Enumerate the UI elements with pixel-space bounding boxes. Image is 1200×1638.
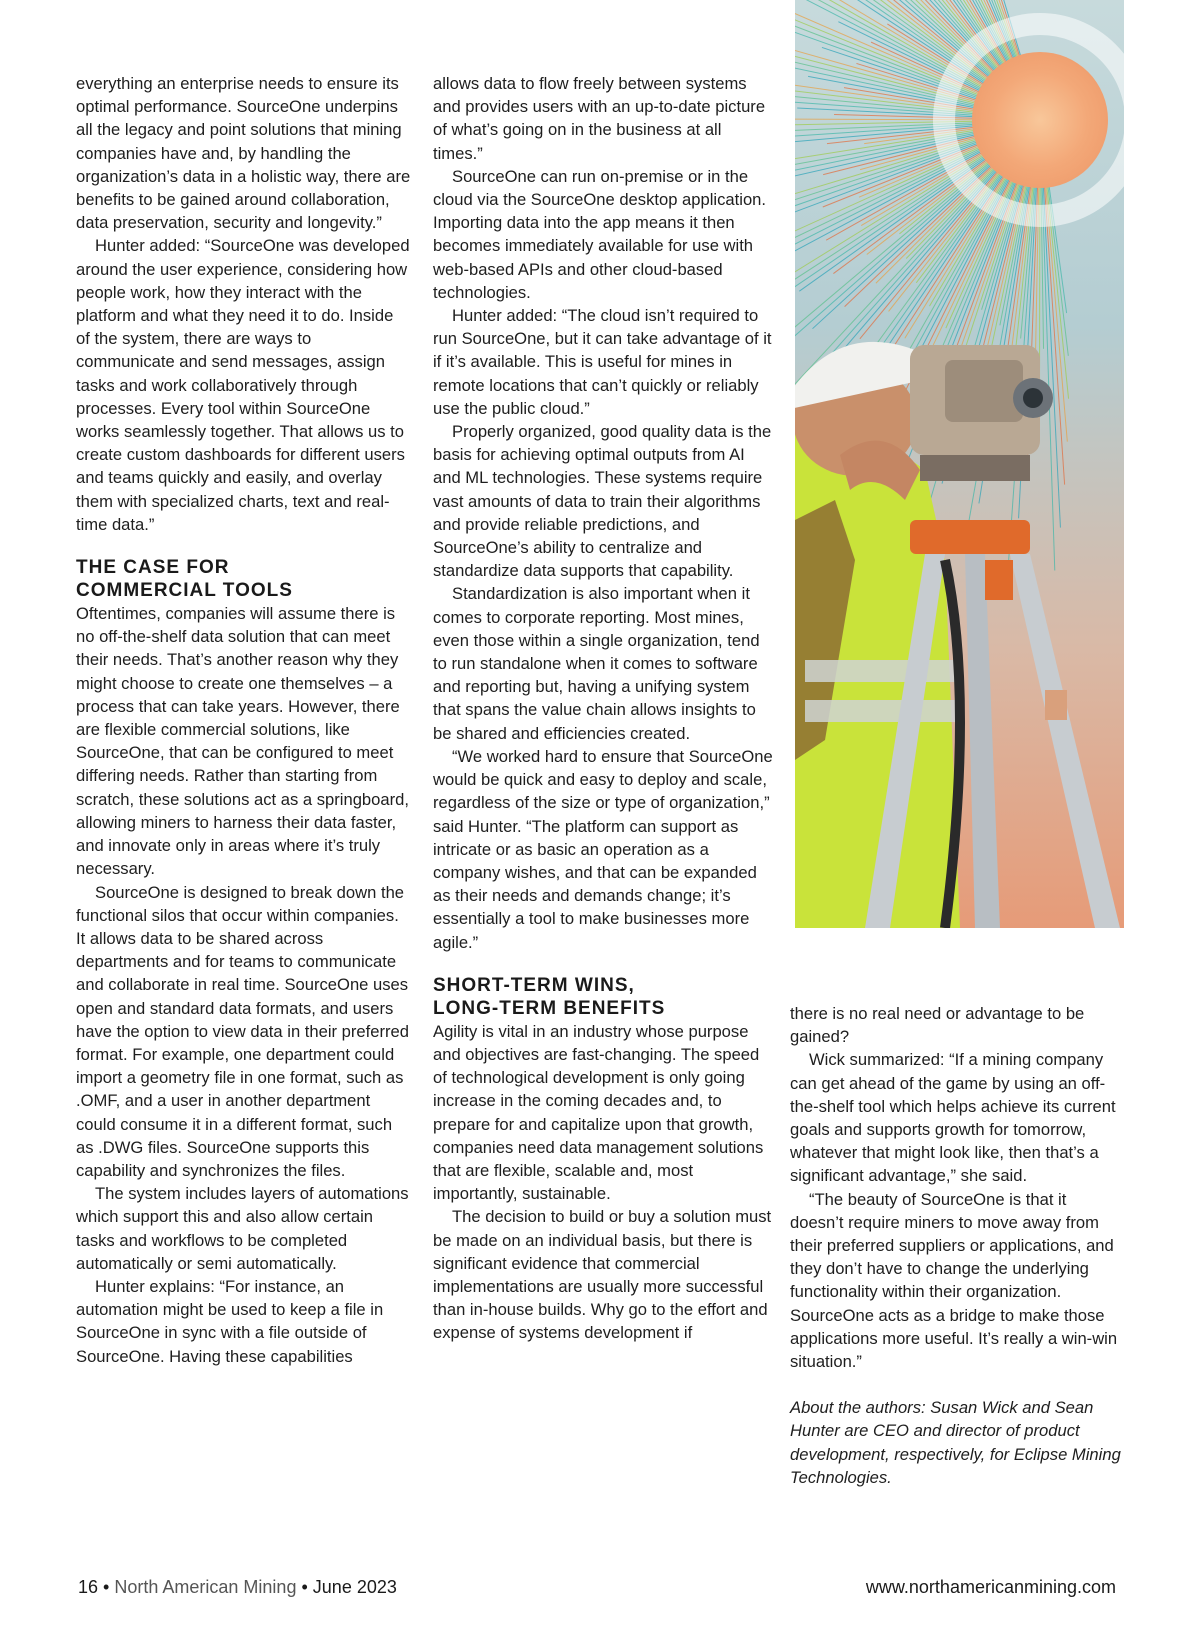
- heading-line: THE CASE FOR: [76, 557, 230, 579]
- heading-line: COMMERCIAL TOOLS: [76, 580, 293, 602]
- paragraph: Hunter added: “SourceOne was developed around the user experience, considering how people work, how they interact with the platform and what they need it to do. Inside of the system, there are ways to communicate and send messages, assign tasks and work collaboratively through processes. Every tool within SourceOne works seamlessly together. That allows us to create custom dashboards for different users and teams quickly and easily, and overlay them with specialized charts, text and real-time data.”: [76, 236, 410, 534]
- paragraph: The decision to build or buy a solution must be made on an individual basis, but there is significant evidence that commercial implementations are usually more successful than in-house builds. Why go to the effort and expense of systems development if: [433, 1207, 772, 1343]
- reflective-stripe: [805, 660, 955, 682]
- paragraph: Properly organized, good quality data is the basis for achieving optimal outputs from AI and ML technologies. These systems require vast amounts of data to train their algorithms and provide reliable predictions, and SourceOne’s ability to centralize and standardize data supports that capability.: [433, 422, 772, 581]
- page-number: 16: [78, 1577, 99, 1597]
- surveyor-photo: [795, 0, 1124, 928]
- hand: [1045, 690, 1067, 720]
- website-link[interactable]: www.northamericanmining.com: [865, 1577, 1116, 1597]
- paragraph: Hunter added: “The cloud isn’t required to run SourceOne, but it can take advantage of it if it’s available. This is useful for mines in remote locations that can’t quickly or reliably use the public cloud.”: [433, 306, 772, 418]
- heading-line: LONG-TERM BENEFITS: [433, 997, 666, 1019]
- paragraph: allows data to flow freely between systems and provides users with an up-to-date picture of what’s going on in the business at all times.”: [433, 74, 766, 163]
- paragraph: Standardization is also important when it comes to corporate reporting. Most mines, even those within a single organization, tend to run standalone when it comes to software and reporting but, having a unifying system that spans the value chain allows insights to be shared and efficiencies created.: [433, 584, 760, 743]
- about-the-authors: About the authors: Susan Wick and Sean Hunter are CEO and director of product development, respectively, for Eclipse Mining Technologies.: [790, 1398, 1121, 1487]
- reflective-stripe: [805, 700, 955, 722]
- paragraph: SourceOne can run on-premise or in the cloud via the SourceOne desktop application. Importing data into the app means it then becomes immediately available for use with web-based APIs and other cloud-based technologies.: [433, 166, 767, 302]
- paragraph: The system includes layers of automations which support this and also allow certain tasks and workflows to be completed automatically or semi automatically.: [76, 1184, 409, 1273]
- paragraph: everything an enterprise needs to ensure its optimal performance. SourceOne underpins all the legacy and point solutions that mining companies have and, by handling the organization’s data in a holistic way, there are benefits to be gained around collaboration, data preservation, security and longevity.”: [76, 74, 411, 233]
- paragraph: there is no real need or advantage to be gained?: [790, 1004, 1085, 1047]
- separator-bullet: •: [301, 1577, 308, 1597]
- issue-date: June 2023: [312, 1577, 397, 1597]
- paragraph: “We worked hard to ensure that SourceOne would be quick and easy to deploy and scale, regardless of the size or type of organization,” said Hunter. “The platform can support as intricate or as basic an operation as a company wishes, and that can be expanded as their needs and demands change; it’s essentially a tool to make businesses more agile.”: [433, 746, 773, 952]
- tripod-clamp: [985, 560, 1013, 600]
- tripod-head: [910, 520, 1030, 554]
- surveyor-illustration: [795, 0, 1124, 928]
- heading-line: SHORT-TERM WINS,: [433, 974, 635, 996]
- paragraph: Wick summarized: “If a mining company can get ahead of the game by using an off-the-shelf tool which helps achieve its current goals and supports growth for tomorrow, whatever that might look like, then that’s a significant advantage,” she said.: [790, 1050, 1116, 1186]
- article-column-2: [433, 72, 773, 1345]
- paragraph: Hunter explains: “For instance, an automation might be used to keep a file in SourceOne in sync with a file outside of SourceOne. Having these capabilities: [76, 1276, 384, 1366]
- paragraph: SourceOne is designed to break down the functional silos that occur within companies. It allows data to be shared across departments and for teams to communicate and collaborate in real time. SourceOne uses open and standard data formats, and users have the option to view data in their preferred format. For example, one department could import a geometry file in one format, such as .OMF, and a user in another department could consume it in a different format, such as .DWG files. SourceOne supports this capability and synchronizes the files.: [76, 882, 410, 1180]
- theodolite-base: [920, 455, 1030, 481]
- paragraph: “The beauty of SourceOne is that it doesn’t require miners to move away from their preferred suppliers or applications, and they don’t have to change the underlying functionality within their organization. SourceOne acts as a bridge to make those applications more useful. It’s really a win-win situation.”: [790, 1189, 1118, 1372]
- page-footer-left: [78, 1576, 397, 1598]
- paragraph: Agility is vital in an industry whose purpose and objectives are fast-changing. The speed of technological development is only going increase in the coming decades and, to prepare for and capitalize upon that growth, companies need data management solutions that are flexible, scalable and, most importantly, sustainable.: [433, 1021, 764, 1204]
- paragraph: Oftentimes, companies will assume there is no off-the-shelf data solution that can meet their needs. That’s another reason why they might choose to create one themselves – a process that can take years. However, there are flexible commercial solutions, like SourceOne, that can be configured to meet differing needs. Rather than starting from scratch, these solutions act as a springboard, allowing miners to harness their data faster, and innovate only in areas where it’s truly necessary.: [76, 604, 409, 879]
- section-heading-short-term-wins: [433, 974, 773, 1020]
- article-column-3: [790, 1002, 1124, 1489]
- lens-center: [1023, 388, 1043, 408]
- theodolite-housing: [945, 360, 1023, 422]
- publication-name: North American Mining: [114, 1577, 297, 1597]
- separator-bullet: •: [103, 1577, 110, 1597]
- article-column-1: [76, 72, 411, 1368]
- section-heading-commercial-tools: [76, 556, 411, 602]
- sun: [972, 52, 1108, 188]
